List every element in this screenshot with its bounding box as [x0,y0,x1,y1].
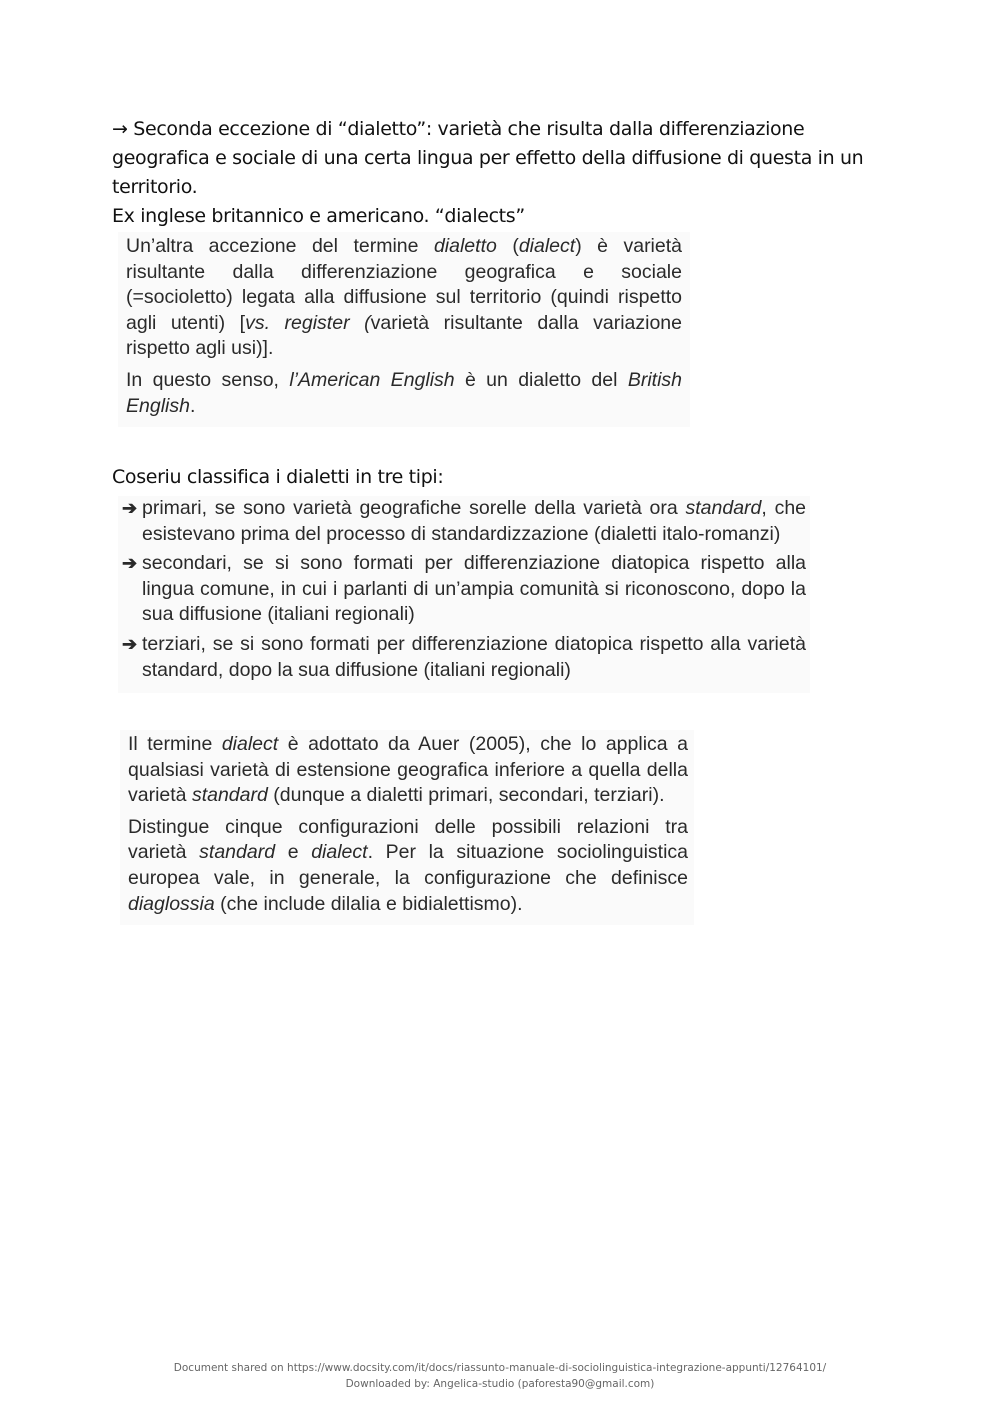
list-item-text: secondari, se si sono formati per differenziazione diatopica rispetto alla lingua comune, in cui i parlanti di un’ampia comunità si riconoscono, dopo la sua diffusione (italiani regionali) [142,552,806,626]
list-item [122,632,806,683]
scanned-excerpt-1 [118,232,690,427]
footer-source-link[interactable]: Document shared on https://www.docsity.com/it/docs/riassunto-manuale-di-sociolinguistica-integrazione-appunti/12764101/ [173,1362,827,1374]
excerpt-3-paragraph-1: Il termine dialect è adottato da Auer (2005), che lo applica a qualsiasi varietà di estensione geografica inferiore a quella della varietà standard (dunque a dialetti primari, secondari, terziari). [128,733,688,807]
excerpt-1-paragraph-1: Un’altra accezione del termine dialetto (dialect) è varietà risultante dalla differenziazione geografica e sociale (=socioletto) legata alla diffusione sul territorio (quindi rispetto agli utenti) [vs. register (varietà risultante dalla variazione rispetto agli usi)]. [126,235,683,360]
scanned-excerpt-2 [118,496,810,693]
footer-download-info: Downloaded by: Angelica-studio (paforesta90@gmail.com) [345,1378,655,1390]
notes-block [112,115,872,231]
excerpt-3-paragraph-2: Distingue cinque configurazioni delle possibili relazioni tra varietà standard e dialect. Per la situazione sociolinguistica europea vale, in generale, la configurazione che definisce diaglossia (che include dilalia e bidialettismo). [128,815,688,915]
page-footer [0,1360,1000,1392]
notes-paragraph-1 [112,115,872,202]
excerpt-1-paragraph-2: In questo senso, l’American English è un dialetto del British English. [126,368,682,417]
notes-paragraph-1-text: Seconda eccezione di “dialetto”: varietà che risulta dalla differenziazione geografica e sociale di una certa lingua per effetto della diffusione di questa in un territorio. [112,118,864,198]
right-arrow-icon: ➔ [122,498,138,518]
list-item-text: primari, se sono varietà geografiche sorelle della varietà ora standard, che esistevano prima del processo di standardizzazione (dialetti italo-romanzi) [142,497,807,545]
list-item-text: terziari, se si sono formati per differenziazione diatopica rispetto alla varietà standard, dopo la sua diffusione (italiani regionali) [142,632,806,681]
notes-paragraph-2: Ex inglese britannico e americano. “dialects” [112,205,525,227]
right-arrow-icon: → [112,118,128,140]
coseriu-heading: Coseriu classifica i dialetti in tre tipi: [112,466,444,488]
scanned-excerpt-3 [120,730,694,925]
right-arrow-icon: ➔ [122,553,138,574]
list-item [122,496,806,547]
list-item [122,551,806,628]
right-arrow-icon: ➔ [122,633,138,654]
